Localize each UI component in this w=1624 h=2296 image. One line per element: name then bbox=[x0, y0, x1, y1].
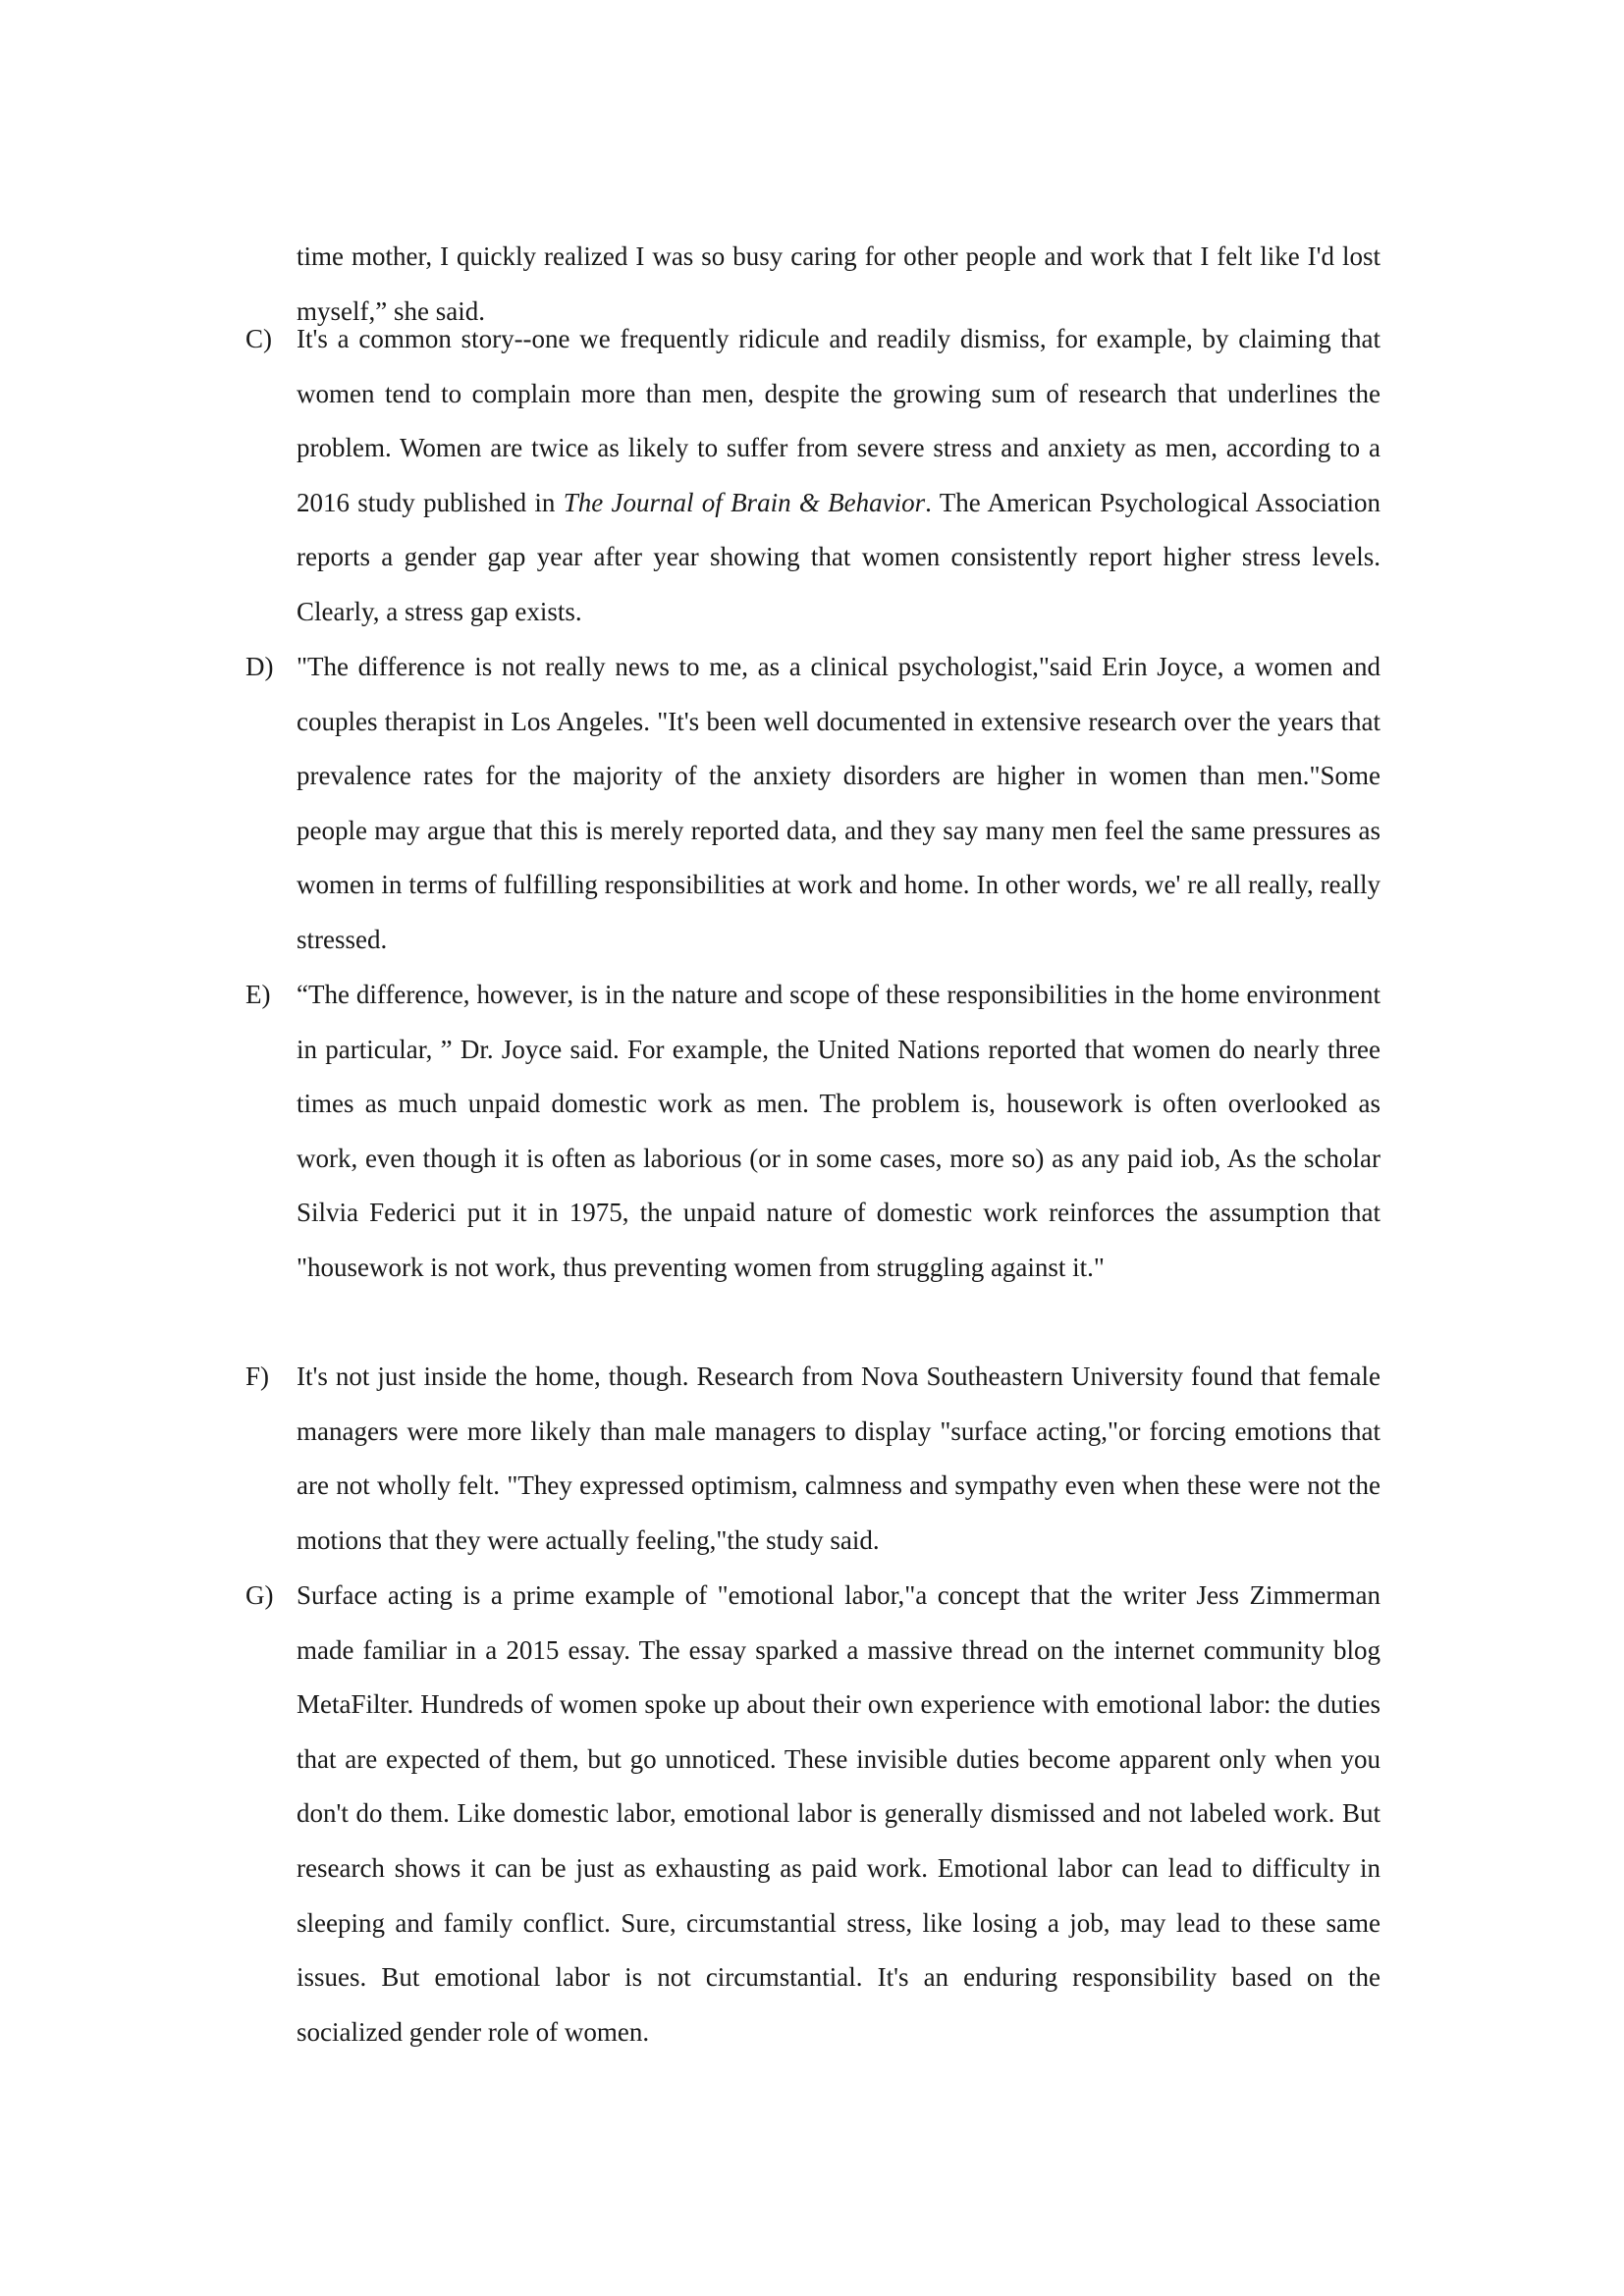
paragraph-text: "The difference is not really news to me, as a clinical psychologist,"said Erin Joyce, a women and couples therapist in Los Angeles. "It's been well documented in extensive research over the years that prevalence rates for the majority of the anxiety disorders are higher in women than men."Some people may argue that this is merely reported data, and they say many men feel the same pressures as women in terms of fulfilling responsibilities at work and home. In other words, we' re all really, really stressed. bbox=[297, 652, 1380, 954]
paragraph-text: It's not just inside the home, though. Research from Nova Southeastern University found that female managers were more likely than male managers to display "surface acting,"or forcing emotions that are not wholly felt. "They expressed optimism, calmness and sympathy even when these were not the motions that they were actually feeling,"the study said. bbox=[297, 1362, 1380, 1555]
paragraph-text: It's a common story--one we frequently ridicule and readily dismiss, for example, by claiming that women tend to complain more than men, despite the growing sum of research that underlines the problem. Women are twice as likely to suffer from severe stress and anxiety as men, according to a 2016 study published in The Journal of Brain & Behavior. The American Psychological Association reports a gender gap year after year showing that women consistently report higher stress levels. Clearly, a stress gap exists. bbox=[297, 324, 1380, 626]
paragraph-c bbox=[245, 312, 1380, 640]
paragraph-text: Surface acting is a prime example of "emotional labor,"a concept that the writer Jess Zimmerman made familiar in a 2015 essay. The essay sparked a massive thread on the internet community blog MetaFilter. Hundreds of women spoke up about their own experience with emotional labor: the duties that are expected of them, but go unnoticed. These invisible duties become apparent only when you don't do them. Like domestic labor, emotional labor is generally dismissed and not labeled work. But research shows it can be just as exhausting as paid work. Emotional labor can lead to difficulty in sleeping and family conflict. Sure, circumstantial stress, like losing a job, may lead to these same issues. But emotional labor is not circumstantial. It's an enduring responsibility based on the socialized gender role of women. bbox=[297, 1580, 1380, 2047]
paragraph-d bbox=[245, 640, 1380, 968]
paragraph-text: “The difference, however, is in the nature and scope of these responsibilities in the home environment in particular, ” Dr. Joyce said. For example, the United Nations reported that women do nearly three times as much unpaid domestic work as men. The problem is, housework is often overlooked as work, even though it is often as laborious (or in some cases, more so) as any paid iob, As the scholar Silvia Federici put it in 1975, the unpaid nature of domestic work reinforces the assumption that "housework is not work, thus preventing women from struggling against it." bbox=[297, 980, 1380, 1282]
paragraph-label: D) bbox=[245, 652, 274, 681]
paragraph-e bbox=[245, 968, 1380, 1296]
paragraph-g bbox=[245, 1569, 1380, 2059]
continuation-paragraph: time mother, I quickly realized I was so busy caring for other people and work that I felt like I'd lost myself,” she said. bbox=[297, 241, 1380, 326]
paragraph-label: G) bbox=[245, 1580, 274, 1610]
journal-title: The Journal of Brain & Behavior bbox=[563, 487, 926, 517]
paragraph-label: F) bbox=[245, 1362, 270, 1391]
paragraph-label: E) bbox=[245, 980, 271, 1009]
paragraph-f bbox=[245, 1350, 1380, 1568]
paragraph-label: C) bbox=[245, 324, 272, 353]
